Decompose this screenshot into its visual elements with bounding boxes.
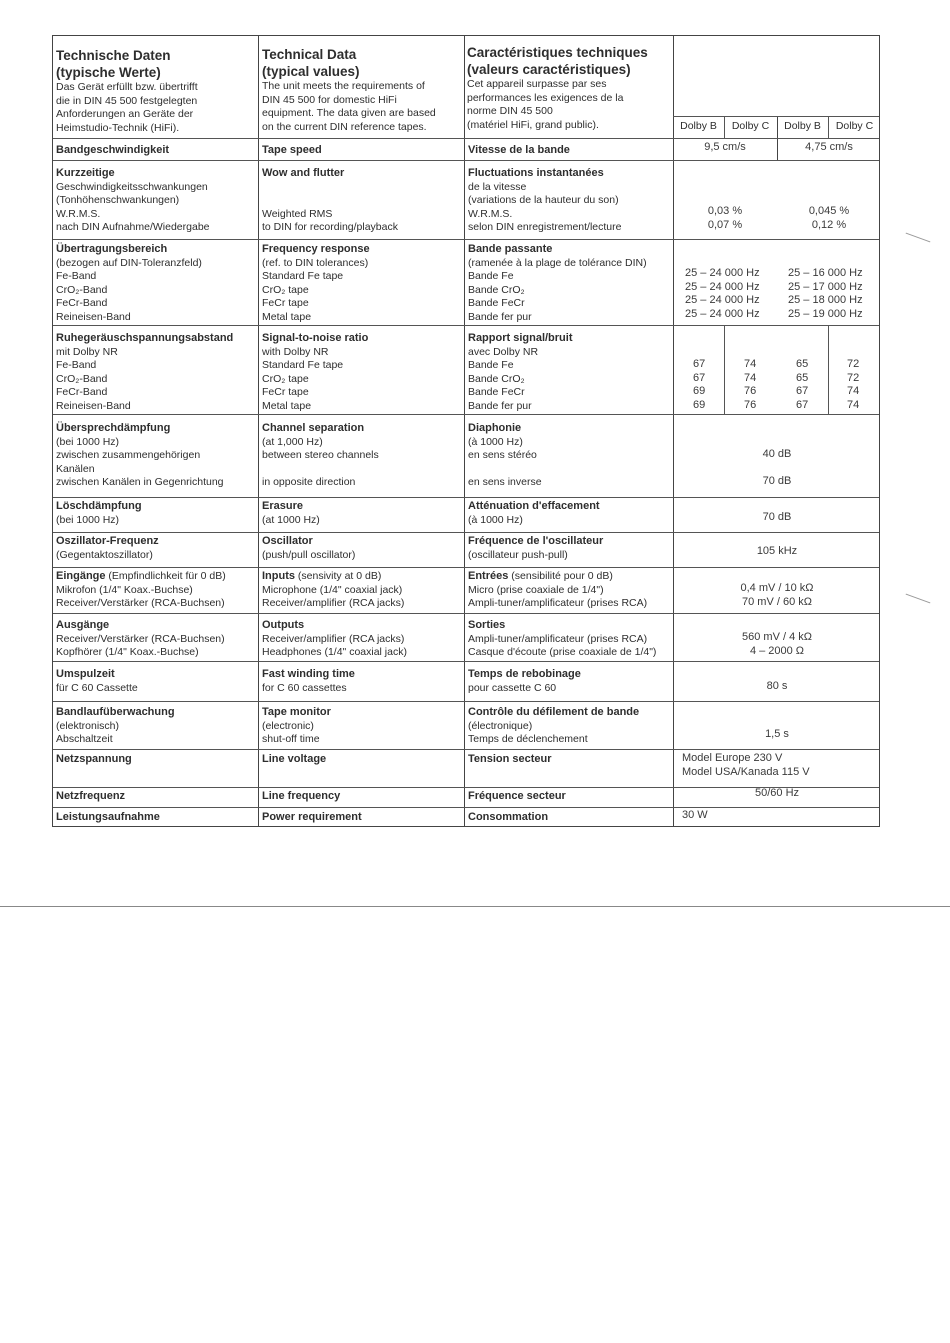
row-label-fr [468, 706, 639, 747]
row-title: Bande passante [468, 243, 553, 255]
row-label-de [56, 422, 224, 490]
dolby-c-header: Dolby C [731, 120, 770, 132]
row-label-de [56, 570, 226, 611]
row-label-fr [468, 243, 647, 325]
row-title: Rapport signal/bruit [468, 332, 573, 344]
row-label-fr [468, 332, 573, 414]
row-detail: pour cassette C 60 [468, 681, 557, 694]
row-label-fr [468, 167, 622, 235]
row-detail: shut-off time [262, 733, 320, 746]
row-detail: (à 1000 Hz) [468, 435, 523, 448]
row-title: Netzspannung [56, 753, 132, 765]
row-detail: (ref. to DIN tolerances) [262, 256, 369, 269]
row-title: Fluctuations instantanées [468, 167, 604, 179]
row-detail: FeCr tape [262, 297, 309, 310]
inputs-value: 0,4 mV / 10 kΩ 70 mV / 60 kΩ [740, 582, 814, 608]
row-divider [53, 138, 879, 139]
row-detail: FeCr-Band [56, 297, 108, 310]
row-label-de [56, 706, 175, 747]
column-divider [258, 36, 259, 826]
row-detail: Reineisen-Band [56, 399, 131, 412]
row-detail: (Tonhöhenschwankungen) [56, 194, 180, 207]
row-label-de [56, 243, 202, 325]
row-label-fr [468, 500, 600, 527]
row-detail: (ramenée à la plage de tolérance DIN) [468, 256, 647, 269]
row-label-de [56, 619, 225, 660]
row-detail: Weighted RMS [262, 207, 333, 220]
snr-value: 65 65 67 67 [796, 358, 809, 411]
freq-value: 25 – 24 000 Hz 25 – 24 000 Hz 25 – 24 000 Hz 25 – 24 000 Hz [685, 267, 760, 320]
row-detail: Metal tape [262, 399, 312, 412]
row-title: Fast winding time [262, 668, 355, 680]
row-label-fr [468, 570, 647, 611]
row-detail: Bande FeCr [468, 297, 525, 310]
row-divider [53, 239, 879, 240]
row-detail: Ampli-tuner/amplificateur (prises RCA) [468, 632, 648, 645]
page-rule [0, 906, 950, 907]
row-label-en [262, 243, 370, 325]
dolby-header-line [673, 116, 879, 117]
row-detail: (Gegentaktoszillator) [56, 548, 153, 561]
row-label-fr [468, 535, 603, 562]
row-label-fr [468, 811, 548, 825]
monitor-value: 1,5 s [765, 728, 789, 740]
row-title: Oszillator-Frequenz [56, 535, 159, 547]
row-title: Consommation [468, 811, 549, 823]
row-title: Kurzzeitige [56, 167, 115, 179]
row-detail: CrO₂-Band [56, 283, 108, 296]
row-label-fr [468, 790, 566, 804]
row-title: Umspulzeit [56, 668, 115, 680]
row-title: Temps de rebobinage [468, 668, 581, 680]
wow-value: 0,045 % 0,12 % [808, 205, 850, 231]
row-detail: (electronic) [262, 719, 314, 732]
row-title: Bandgeschwindigkeit [56, 144, 170, 156]
erasure-value: 70 dB [762, 511, 792, 523]
row-title: Atténuation d'effacement [468, 500, 600, 512]
row-detail: Receiver/amplifier (RCA jacks) [262, 632, 405, 645]
row-title: Eingänge (Empfindlichkeit für 0 dB) [56, 570, 226, 582]
row-divider [53, 567, 879, 568]
row-detail: Bande CrO₂ [468, 372, 525, 385]
row-detail: FeCr tape [262, 386, 309, 399]
row-label-de [56, 790, 125, 804]
row-detail: Bande CrO₂ [468, 283, 525, 296]
row-label-de [56, 167, 210, 235]
row-divider [53, 160, 879, 161]
row-detail: nach DIN Aufnahme/Wiedergabe [56, 221, 210, 234]
row-detail: de la vitesse [468, 180, 527, 193]
row-detail: zwischen Kanälen in Gegenrichtung [56, 476, 224, 489]
spec-table [52, 35, 880, 827]
row-detail: en sens stéréo [468, 449, 537, 462]
row-divider [53, 749, 879, 750]
separation-value: 40 dB [762, 448, 792, 460]
row-title: Diaphonie [468, 422, 522, 434]
scan-mark [906, 233, 931, 243]
row-title: Contrôle du défilement de bande [468, 706, 640, 718]
row-title: Bandlaufüberwachung [56, 706, 175, 718]
row-detail: Bande fer pur [468, 399, 532, 412]
frequency-value: 50/60 Hz [754, 787, 800, 799]
row-title: Frequency response [262, 243, 370, 255]
row-detail: Casque d'écoute (prise coaxiale de 1/4") [468, 646, 657, 659]
row-detail: Bande Fe [468, 359, 514, 372]
speed-value: 9,5 cm/s [704, 141, 746, 153]
row-label-de [56, 500, 142, 527]
row-label-fr [468, 144, 570, 158]
row-label-en [262, 500, 320, 527]
row-title: Channel separation [262, 422, 365, 434]
row-detail: (bei 1000 Hz) [56, 435, 120, 448]
row-detail [468, 463, 542, 477]
row-detail: (à 1000 Hz) [468, 513, 523, 526]
snr-value: 74 74 76 76 [744, 358, 757, 411]
row-title: Erasure [262, 500, 303, 512]
row-detail: Temps de déclenchement [468, 733, 588, 746]
header-de: Technische Daten (typische Werte) Das Gerät erfüllt bzw. übertrifft die in DIN 45 500 festgelegten Anforderungen an Geräte der Heimstudio-Technik (HiFi). [56, 48, 198, 134]
row-detail: en sens inverse [468, 476, 542, 489]
row-detail: in opposite direction [262, 476, 356, 489]
row-detail: Receiver/Verstärker (RCA-Buchsen) [56, 597, 225, 610]
row-label-en [262, 811, 362, 825]
row-detail: Bande fer pur [468, 310, 532, 323]
dolby-b-header: Dolby B [680, 120, 717, 132]
row-label-en [262, 790, 340, 804]
row-detail: CrO₂ tape [262, 283, 309, 296]
row-detail: with Dolby NR [262, 345, 329, 358]
snr-divider [724, 325, 725, 414]
row-title: Signal-to-noise ratio [262, 332, 369, 344]
row-title: Vitesse de la bande [468, 144, 570, 156]
outputs-value: 560 mV / 4 kΩ 4 – 2000 Ω [742, 631, 812, 657]
snr-value: 72 72 74 74 [847, 358, 860, 411]
row-title: Outputs [262, 619, 305, 631]
row-label-de [56, 535, 159, 562]
row-detail: Ampli-tuner/amplificateur (prises RCA) [468, 597, 648, 610]
row-title: Netzfrequenz [56, 790, 126, 802]
row-label-de [56, 668, 138, 695]
voltage-value: Model Europe 230 V Model USA/Kanada 115 V [682, 752, 810, 778]
row-detail: Reineisen-Band [56, 310, 131, 323]
row-detail: (elektronisch) [56, 719, 120, 732]
row-detail: Bande Fe [468, 270, 514, 283]
row-divider [53, 661, 879, 662]
oscillator-value: 105 kHz [756, 545, 798, 557]
row-detail: FeCr-Band [56, 386, 108, 399]
row-detail: Kopfhörer (1/4" Koax.-Buchse) [56, 646, 199, 659]
row-title: Tape monitor [262, 706, 331, 718]
row-detail: selon DIN enregistrement/lecture [468, 221, 622, 234]
row-label-en [262, 619, 407, 660]
row-detail: Standard Fe tape [262, 270, 344, 283]
row-detail: W.R.M.S. [56, 207, 101, 220]
row-title: Tension secteur [468, 753, 552, 765]
row-detail: (at 1,000 Hz) [262, 435, 323, 448]
row-detail [262, 194, 398, 208]
row-detail: Receiver/Verstärker (RCA-Buchsen) [56, 632, 225, 645]
row-detail [262, 463, 379, 477]
row-detail: Standard Fe tape [262, 359, 344, 372]
row-detail: Abschaltzeit [56, 733, 113, 746]
row-title: Ausgänge [56, 619, 110, 631]
row-title: Entrées (sensibilité pour 0 dB) [468, 570, 613, 582]
row-label-fr [468, 619, 656, 660]
row-divider [53, 701, 879, 702]
snr-divider [828, 325, 829, 414]
row-detail: Bande FeCr [468, 386, 525, 399]
row-detail: (at 1000 Hz) [262, 513, 320, 526]
row-label-en [262, 706, 331, 747]
scan-mark [906, 594, 931, 604]
row-detail: (bezogen auf DIN-Toleranzfeld) [56, 256, 202, 269]
row-detail: (push/pull oscillator) [262, 548, 356, 561]
row-detail [262, 181, 398, 195]
row-detail: CrO₂ tape [262, 372, 309, 385]
row-divider [53, 497, 879, 498]
row-label-de [56, 144, 169, 158]
separation-value: 70 dB [762, 475, 792, 487]
row-detail: Receiver/amplifier (RCA jacks) [262, 597, 405, 610]
row-detail: Fe-Band [56, 359, 97, 372]
row-detail: (variations de la hauteur du son) [468, 194, 619, 207]
power-value: 30 W [682, 809, 708, 821]
row-title: Tape speed [262, 144, 322, 156]
row-detail: zwischen zusammengehörigen [56, 449, 201, 462]
winding-value: 80 s [766, 680, 788, 692]
row-label-de [56, 811, 160, 825]
row-detail: (oscillateur push-pull) [468, 548, 568, 561]
row-detail: Micro (prise coaxiale de 1/4") [468, 583, 604, 596]
row-detail: CrO₂-Band [56, 372, 108, 385]
row-label-en [262, 668, 355, 695]
row-label-fr [468, 422, 542, 490]
row-detail: between stereo channels [262, 449, 379, 462]
row-label-de [56, 753, 132, 767]
row-title: Sorties [468, 619, 506, 631]
row-title: Oscillator [262, 535, 313, 547]
row-detail: Metal tape [262, 310, 312, 323]
row-label-en [262, 535, 355, 562]
row-title: Übersprechdämpfung [56, 422, 171, 434]
column-divider [464, 36, 465, 826]
row-label-de [56, 332, 233, 414]
speed-value: 4,75 cm/s [805, 141, 853, 153]
row-divider [53, 414, 879, 415]
row-label-en [262, 167, 398, 235]
row-title: Line voltage [262, 753, 327, 765]
row-title: Übertragungsbereich [56, 243, 168, 255]
row-label-fr [468, 753, 552, 767]
row-label-en [262, 422, 379, 490]
row-divider [53, 532, 879, 533]
snr-value: 67 67 69 69 [693, 358, 706, 411]
wow-value: 0,03 % 0,07 % [707, 205, 743, 231]
header-fr: Caractéristiques techniques (valeurs caractéristiques) Cet appareil surpasse par ses performances les exigences de la norme DIN 45 500 (matériel HiFi, grand public). [467, 45, 648, 131]
row-divider [53, 613, 879, 614]
row-label-fr [468, 668, 581, 695]
dolby-b-header: Dolby B [784, 120, 821, 132]
row-divider [53, 807, 879, 808]
row-detail: Headphones (1/4" coaxial jack) [262, 646, 407, 659]
row-label-en [262, 144, 322, 158]
row-label-en [262, 753, 326, 767]
row-title: Fréquence de l'oscillateur [468, 535, 604, 547]
row-title: Löschdämpfung [56, 500, 142, 512]
row-detail: mit Dolby NR [56, 345, 118, 358]
row-detail: avec Dolby NR [468, 345, 539, 358]
row-detail: Mikrofon (1/4" Koax.-Buchse) [56, 583, 193, 596]
freq-value: 25 – 16 000 Hz 25 – 17 000 Hz 25 – 18 000 Hz 25 – 19 000 Hz [788, 267, 863, 320]
row-title: Ruhegeräuschspannungsabstand [56, 332, 234, 344]
row-detail: (électronique) [468, 719, 533, 732]
row-detail: Microphone (1/4" coaxial jack) [262, 583, 403, 596]
row-detail: für C 60 Cassette [56, 681, 138, 694]
row-title: Power requirement [262, 811, 362, 823]
row-detail: Geschwindigkeitsschwankungen [56, 180, 208, 193]
row-detail: for C 60 cassettes [262, 681, 347, 694]
row-title: Leistungsaufnahme [56, 811, 160, 823]
row-title: Line frequency [262, 790, 341, 802]
row-detail: Fe-Band [56, 270, 97, 283]
row-divider [53, 325, 879, 326]
header-en: Technical Data (typical values) The unit meets the requirements of DIN 45 500 for domestic HiFi equipment. The data given are based on the current DIN reference tapes. [262, 47, 436, 133]
row-label-en [262, 570, 404, 611]
row-detail: to DIN for recording/playback [262, 221, 398, 234]
row-title: Wow and flutter [262, 167, 345, 179]
row-title: Fréquence secteur [468, 790, 566, 802]
row-detail: Kanälen [56, 462, 95, 475]
row-title: Inputs (sensivity at 0 dB) [262, 570, 382, 582]
row-detail: W.R.M.S. [468, 207, 513, 220]
row-label-en [262, 332, 368, 414]
row-detail: (bei 1000 Hz) [56, 513, 120, 526]
dolby-c-header: Dolby C [835, 120, 874, 132]
